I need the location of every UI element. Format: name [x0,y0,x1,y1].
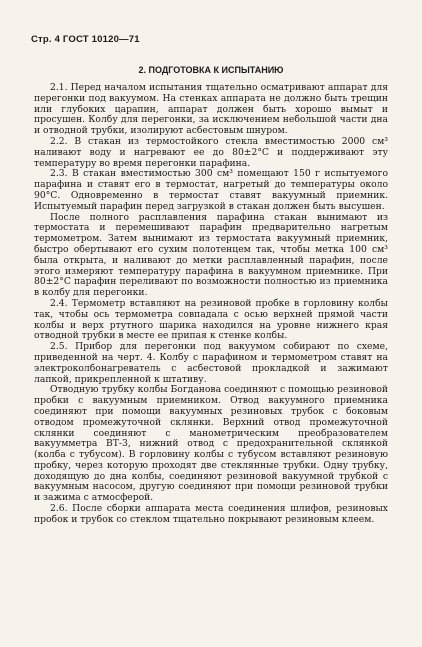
section-title: 2. ПОДГОТОВКА К ИСПЫТАНИЮ [138,65,284,75]
paragraph-2-4: 2.4. Термометр вставляют на резиновой пробке в горловину колбы так, чтобы ось термометра совпадала с осью верхней прямой части колбы и верх ртутного шарика находился на уровне нижнего края отводной трубки в месте ее припая к стенке колбы. [34,297,388,342]
paragraph-2-2: 2.2. В стакан из термостойкого стекла вместимостью 2000 см³ наливают воду и нагревают ее до 80±2°С и поддерживают эту температуру во время перегонки парафина. [34,135,388,169]
paragraph-2-3-continued: После полного расплавления парафина стакан вынимают из термостата и перемешивают парафин предварительно нагретым термометром. Затем вынимают из термостата вакуумный приемник, быстро обертывают его сухим полотенцем так, чтобы метка 100 см³ была открыта, и наливают до метки расплавленный парафин, после этого измеряют температуру парафина в вакуумном приемнике. При 80±2°С парафин переливают по возможности полностью из приемника в колбу для перегонки. [34,211,388,299]
paragraph-2-6: 2.6. После сборки аппарата места соединения шлифов, резиновых пробок и трубок со стеклом тщательно покрывают резиновым клеем. [34,503,388,525]
paragraph-2-1: 2.1. Перед началом испытания тщательно осматривают аппарат для перегонки под вакуумом. На стенках аппарата не должно быть трещин или глубоких царапин, аппарат должен быть хорошо вымыт и просушен. Колбу для перегонки, за исключением небольшой части дна и отводной трубки, изолируют асбестовым шнуром. [34,82,388,137]
paragraph-2-3: 2.3. В стакан вместимостью 300 см³ помещают 150 г испытуемого парафина и ставят его в термостат, нагретый до температуры около 90°С. Одновременно в термостат ставят вакуумный приемник. Испытуемый парафин перед загрузкой в стакан должен быть высушен. [34,168,388,212]
page-header: Стр. 4 ГОСТ 10120—71 [31,34,140,45]
paragraph-2-5: 2.5. Прибор для перегонки под вакуумом собирают по схеме, приведенной на черт. 4. Колбу с парафином и термометром ставят на электроколбонагреватель с асбестовой прокладкой и зажимают лапкой, прикрепленной к штативу. [34,341,388,385]
paragraph-2-5-continued: Отводную трубку колбы Богданова соединяют с помощью резиновой пробки с вакуумным приемником. Отвод вакуумного приемника соединяют при помощи вакуумных резиновых трубок с боковым отводом промежуточной склянки. Верхний отвод промежуточной склянки соединяют с манометрическим преобразователем вакуумметра ВТ-3, нижний отвод с предохранительной склянкой (колба с тубусом). В горловину колбы с тубусом вставляют резиновую пробку, через которую проходят две стеклянные трубки. Одну трубку, доходящую до дна колбы, соединяют резиновой вакуумной трубкой с вакуумным насосом, другую соединяют при помощи резиновой трубки и зажима с атмосферой. [34,384,388,504]
